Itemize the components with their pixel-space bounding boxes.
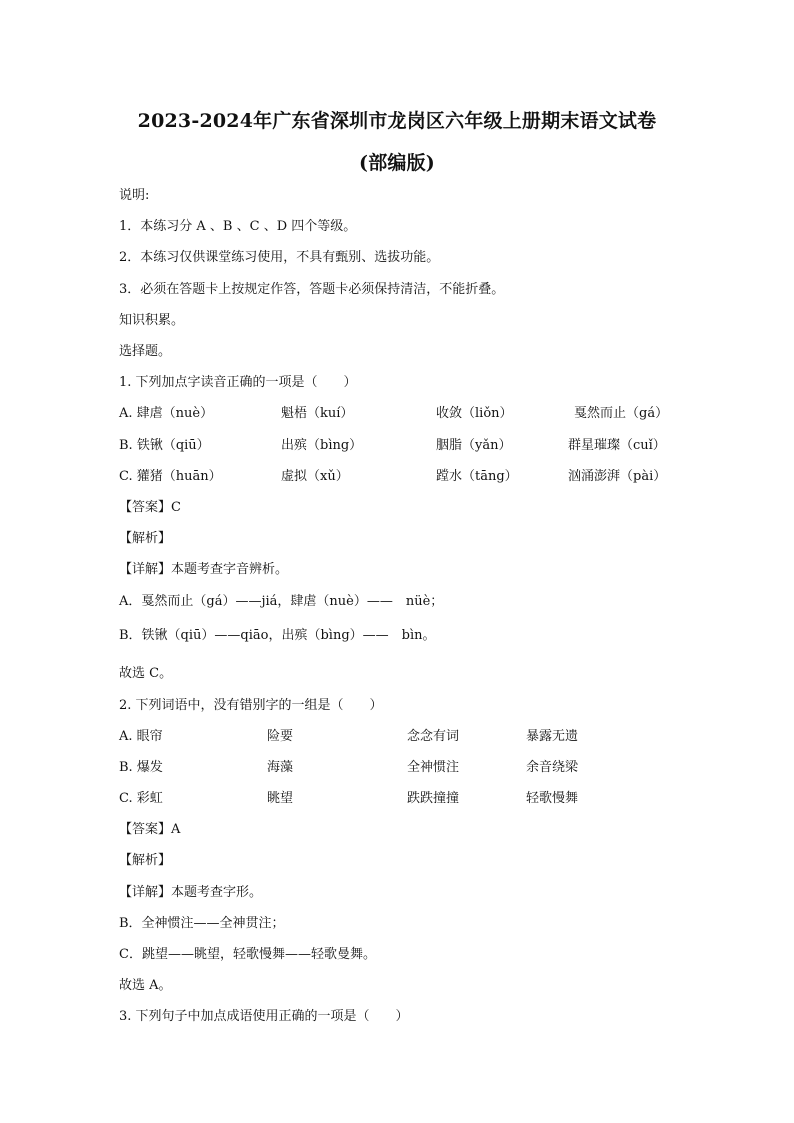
q1-option-c-word: 汹涌澎湃（pài） <box>568 469 667 484</box>
q2-explanation-line: B．全神惯注——全神贯注； <box>119 916 285 931</box>
q1-option-c-word: 蹚水（tāng） <box>436 469 518 484</box>
document-subtitle: (部编版) <box>359 152 435 174</box>
document-title: 2023-2024年广东省深圳市龙岗区六年级上册期末语文试卷 <box>137 110 657 132</box>
q2-option-c-word: 跌跌撞撞 <box>407 791 460 806</box>
q2-option-a-word: 念念有词 <box>407 729 460 744</box>
q1-option-b: B. 铁锹（qiū） <box>119 438 210 453</box>
q2-option-b: B. 爆发 <box>119 760 163 775</box>
note-item: 2．本练习仅供课堂练习使用，不具有甄别、选拔功能。 <box>119 250 440 265</box>
q1-option-b-word: 出殡（bìng） <box>281 438 363 453</box>
q2-conclusion: 故选 A。 <box>119 978 172 993</box>
section-heading: 知识积累。 <box>119 313 185 328</box>
q1-analysis-label: 【解析】 <box>119 531 172 546</box>
q2-answer: 【答案】A <box>119 822 181 837</box>
q1-explanation-line: A．戛然而止（gá）——jiá，肆虐（nuè）—— nüè； <box>119 594 444 609</box>
q2-option-a: A. 眼帘 <box>119 729 163 744</box>
question-3-stem: 3. 下列句子中加点成语使用正确的一项是（ ） <box>119 1009 409 1024</box>
q2-option-c: C. 彩虹 <box>119 791 163 806</box>
q2-option-b-word: 海藻 <box>267 760 294 775</box>
note-item: 3．必须在答题卡上按规定作答，答题卡必须保持清洁，不能折叠。 <box>119 282 505 297</box>
q1-option-c: C. 獾猪（huān） <box>119 469 222 484</box>
q2-option-c-word: 轻歌慢舞 <box>526 791 579 806</box>
q2-option-b-word: 全神惯注 <box>407 760 460 775</box>
q2-detail: 【详解】本题考查字形。 <box>119 885 263 900</box>
q1-answer: 【答案】C <box>119 500 181 515</box>
q2-option-b-word: 余音绕梁 <box>526 760 579 775</box>
q1-option-b-word: 胭脂（yǎn） <box>436 438 512 453</box>
question-1-stem: 1. 下列加点字读音正确的一项是（ ） <box>119 375 357 390</box>
q1-conclusion: 故选 C。 <box>119 666 173 681</box>
question-2-stem: 2. 下列词语中，没有错别字的一组是（ ） <box>119 698 383 713</box>
q1-option-b-word: 群星璀璨（cuǐ） <box>568 438 666 453</box>
q2-option-a-word: 险要 <box>267 729 294 744</box>
q2-option-c-word: 眺望 <box>267 791 294 806</box>
q1-option-a-word: 魁梧（kuí） <box>281 406 354 421</box>
q1-option-a: A. 肆虐（nuè） <box>119 406 214 421</box>
note-item: 1．本练习分 A 、B 、C 、D 四个等级。 <box>119 219 357 234</box>
q1-detail: 【详解】本题考查字音辨析。 <box>119 562 289 577</box>
q2-analysis-label: 【解析】 <box>119 853 172 868</box>
q2-explanation-line: C．跳望——眺望，轻歌慢舞——轻歌曼舞。 <box>119 947 376 962</box>
q1-option-c-word: 虚拟（xǔ） <box>281 469 349 484</box>
q1-option-a-word: 收敛（liǒn） <box>436 406 513 421</box>
section-type: 选择题。 <box>119 344 172 359</box>
notes-heading: 说明: <box>119 188 150 203</box>
q1-option-a-word: 戛然而止（gá） <box>574 406 669 421</box>
q1-explanation-line: B．铁锹（qiū）——qiāo，出殡（bìng）—— bìn。 <box>119 628 436 643</box>
q2-option-a-word: 暴露无遗 <box>526 729 579 744</box>
